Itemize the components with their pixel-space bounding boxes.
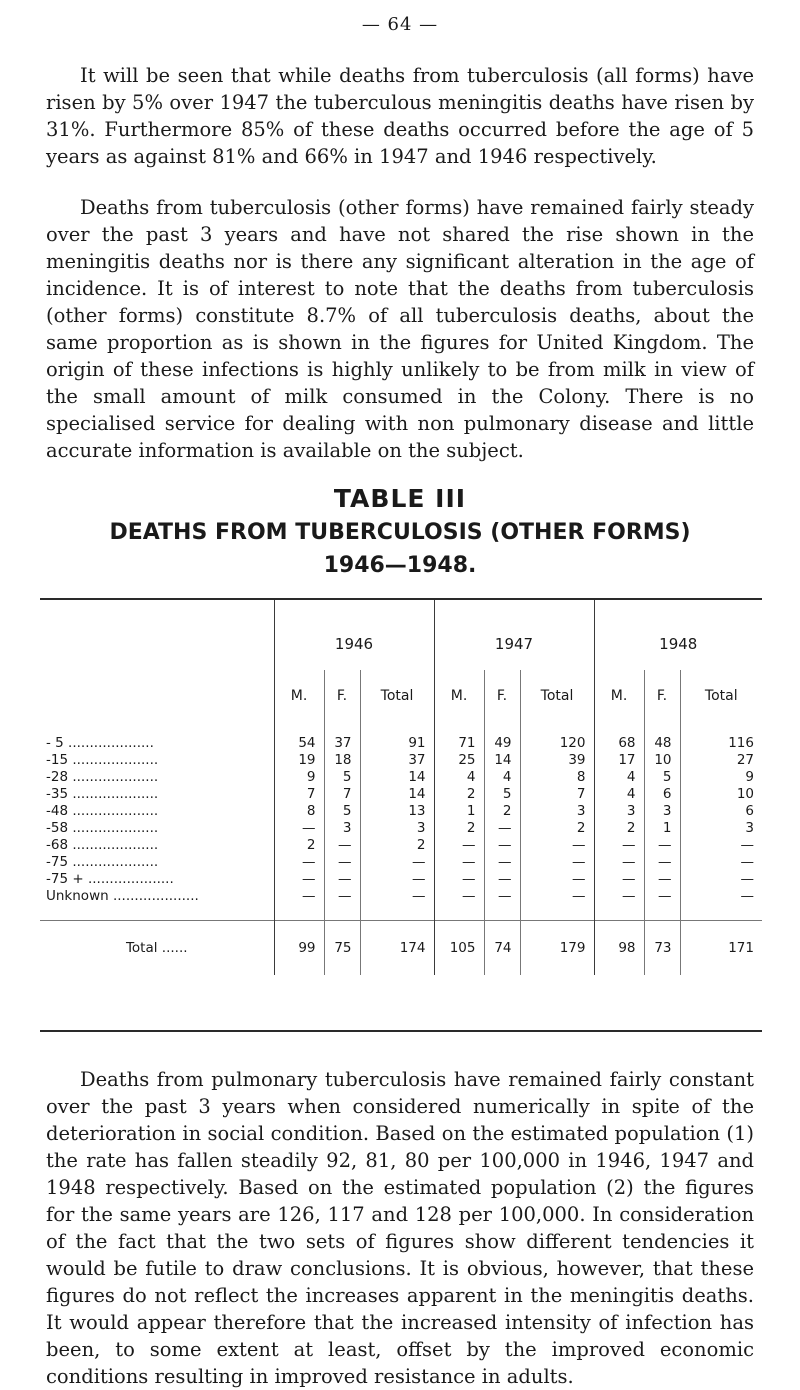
table-cell: — (484, 887, 520, 921)
table-cell: — (644, 853, 680, 870)
table-cell: — (274, 853, 324, 870)
table-bottom-rule (40, 1030, 762, 1032)
table-cell: 10 (644, 751, 680, 768)
table-cell: 1 (644, 819, 680, 836)
table-cell: 9 (274, 768, 324, 785)
table-subtitle: DEATHS FROM TUBERCULOSIS (OTHER FORMS) (109, 520, 691, 545)
table-cell: 5 (324, 802, 360, 819)
age-group-label: -15 .................... (46, 751, 159, 768)
total-cell: 98 (594, 921, 644, 976)
page-number: — 64 — (361, 14, 439, 35)
age-group-label: -48 .................... (46, 802, 159, 819)
subcolumn-header-male: M. (274, 670, 324, 722)
table-cell: 7 (324, 785, 360, 802)
table-cell: — (484, 853, 520, 870)
subcolumn-header-female: F. (644, 670, 680, 722)
subcolumn-header-total: Total (520, 670, 594, 722)
table-cell: 18 (324, 751, 360, 768)
table-cell: — (680, 870, 762, 887)
table-cell: — (484, 836, 520, 853)
table-period: 1946—1948. (323, 553, 477, 578)
table-row (40, 819, 762, 836)
table-cell: 4 (594, 768, 644, 785)
table-row (40, 768, 762, 785)
age-group-label: -75 .................... (46, 853, 159, 870)
table-cell: 8 (520, 768, 594, 785)
table-cell: 5 (484, 785, 520, 802)
age-group-label: -58 .................... (46, 819, 159, 836)
age-header-cell (40, 600, 274, 670)
table-cell: — (644, 870, 680, 887)
table-cell: 39 (520, 751, 594, 768)
age-subheader-cell (40, 670, 274, 722)
table-cell: — (360, 853, 434, 870)
table-cell: 4 (484, 768, 520, 785)
age-group-label: -35 .................... (46, 785, 159, 802)
table-cell: 14 (484, 751, 520, 768)
table-body (40, 722, 762, 921)
table-cell: — (680, 853, 762, 870)
table-cell: — (484, 819, 520, 836)
table-cell: 2 (434, 785, 484, 802)
table-cell: 1 (434, 802, 484, 819)
table-cell: — (680, 887, 762, 921)
table-cell: — (520, 887, 594, 921)
paragraph-other-forms: Deaths from tuberculosis (other forms) have remained fairly steady over the past 3 years and have not shared the rise shown in the meningitis deaths nor is there any significant alteration in the age of incidence. It is of interest to note that the deaths from tuberculosis (other forms) constitute 8.7% of all tuberculosis deaths, about the same proportion as is shown in the figures for United Kingdom. The origin of these infections is highly unlikely to be from milk in view of the small amount of milk consumed in the Colony. There is no specialised service for dealing with non pulmonary disease and little accurate information is available on the subject. (46, 196, 754, 462)
total-cell: 74 (484, 921, 520, 976)
table-cell: 116 (680, 722, 762, 751)
table-cell: 37 (324, 722, 360, 751)
table-row (40, 751, 762, 768)
table-cell: — (360, 887, 434, 921)
table-cell: 2 (434, 819, 484, 836)
table-cell: 19 (274, 751, 324, 768)
total-cell: 99 (274, 921, 324, 976)
table-cell: — (644, 836, 680, 853)
table-cell: 14 (360, 768, 434, 785)
table-cell: 2 (274, 836, 324, 853)
table-cell: 3 (360, 819, 434, 836)
total-cell: 179 (520, 921, 594, 976)
table-cell: — (594, 853, 644, 870)
table-row (40, 870, 762, 887)
table-cell: 120 (520, 722, 594, 751)
table-cell: — (360, 870, 434, 887)
table-cell: 10 (680, 785, 762, 802)
table-cell: 25 (434, 751, 484, 768)
age-group-label: Unknown .................... (46, 887, 199, 904)
age-group-label: -75 + .................... (46, 870, 174, 887)
year-header-row (40, 600, 762, 670)
table-cell: 14 (360, 785, 434, 802)
table-cell: — (594, 836, 644, 853)
table-cell: 9 (680, 768, 762, 785)
subcolumn-header-male: M. (594, 670, 644, 722)
table-cell: 27 (680, 751, 762, 768)
table-cell: — (324, 887, 360, 921)
total-row (40, 921, 762, 976)
subcolumn-header-female: F. (484, 670, 520, 722)
subcolumn-header-total: Total (360, 670, 434, 722)
table-cell: — (434, 836, 484, 853)
total-cell: 73 (644, 921, 680, 976)
age-group-label: -68 .................... (46, 836, 159, 853)
year-header: 1948 (594, 600, 762, 670)
table-cell: 13 (360, 802, 434, 819)
table-title: TABLE III (333, 484, 467, 513)
table-cell: — (434, 870, 484, 887)
table-cell: 7 (520, 785, 594, 802)
table-row (40, 722, 762, 751)
table-cell: 4 (594, 785, 644, 802)
total-cell: 174 (360, 921, 434, 976)
table-row (40, 785, 762, 802)
table-cell: — (520, 870, 594, 887)
table-cell: 68 (594, 722, 644, 751)
total-cell: 171 (680, 921, 762, 976)
subcolumn-header-total: Total (680, 670, 762, 722)
age-group-label: - 5 .................... (46, 734, 154, 751)
table-cell: — (520, 836, 594, 853)
paragraph-pulmonary: Deaths from pulmonary tuberculosis have remained fairly constant over the past 3 years when considered numerically in spite of the deterioration in social condition. Based on the estimated population (1) the rate has fallen steadily 92, 81, 80 per 100,000 in 1946, 1947 and 1948 respectively. Based on the estimated population (2) the figures for the same years are 126, 117 and 128 per 100,000. In consideration of the fact that the two sets of figures show different tendencies it would be futile to draw conclusions. It is obvious, however, that these figures do not reflect the increases apparent in the meningitis deaths. It would appear therefore that the increased intensity of infection has been, to some extent at least, offset by the improved economic conditions resulting in improved resistance in adults. (46, 1068, 754, 1388)
table-cell: 71 (434, 722, 484, 751)
table-cell: 3 (680, 819, 762, 836)
table-cell: 48 (644, 722, 680, 751)
table-cell: 6 (644, 785, 680, 802)
subcolumn-header-male: M. (434, 670, 484, 722)
table-cell: — (274, 887, 324, 921)
table-row (40, 887, 762, 921)
table-cell: 37 (360, 751, 434, 768)
age-group-label: -28 .................... (46, 768, 159, 785)
table-cell: 2 (360, 836, 434, 853)
table-cell: — (324, 836, 360, 853)
table-cell: 5 (324, 768, 360, 785)
table-cell: 4 (434, 768, 484, 785)
subcolumn-header-row (40, 670, 762, 722)
table-cell: 7 (274, 785, 324, 802)
total-cell: 105 (434, 921, 484, 976)
table-cell: 49 (484, 722, 520, 751)
table-cell: 6 (680, 802, 762, 819)
table-row (40, 853, 762, 870)
deaths-table (40, 600, 762, 975)
table-cell: 5 (644, 768, 680, 785)
table-cell: — (594, 870, 644, 887)
table-cell: 3 (520, 802, 594, 819)
table-cell: — (594, 887, 644, 921)
subcolumn-header-female: F. (324, 670, 360, 722)
table-cell: — (484, 870, 520, 887)
table-cell: 2 (594, 819, 644, 836)
table-cell: 8 (274, 802, 324, 819)
table-cell: — (324, 853, 360, 870)
table-cell: 91 (360, 722, 434, 751)
table-row (40, 836, 762, 853)
table-cell: 2 (520, 819, 594, 836)
paragraph-meningitis: It will be seen that while deaths from tuberculosis (all forms) have risen by 5% over 1947 the tuberculous meningitis deaths have risen by 31%. Furthermore 85% of these deaths occurred before the age of 5 years as against 81% and 66% in 1947 and 1946 respectively. (46, 64, 754, 168)
table-cell: 2 (484, 802, 520, 819)
table-cell: — (434, 887, 484, 921)
table-cell: — (324, 870, 360, 887)
table-cell: — (274, 870, 324, 887)
table-row (40, 802, 762, 819)
table-cell: — (434, 853, 484, 870)
table-cell: — (680, 836, 762, 853)
total-cell: 75 (324, 921, 360, 976)
table-cell: 3 (324, 819, 360, 836)
table-cell: 54 (274, 722, 324, 751)
year-header: 1946 (274, 600, 434, 670)
table-cell: — (274, 819, 324, 836)
table-cell: — (644, 887, 680, 921)
table-cell: — (520, 853, 594, 870)
total-label: Total ...... (40, 921, 274, 976)
table-cell: 17 (594, 751, 644, 768)
year-header: 1947 (434, 600, 594, 670)
table-cell: 3 (594, 802, 644, 819)
table-cell: 3 (644, 802, 680, 819)
